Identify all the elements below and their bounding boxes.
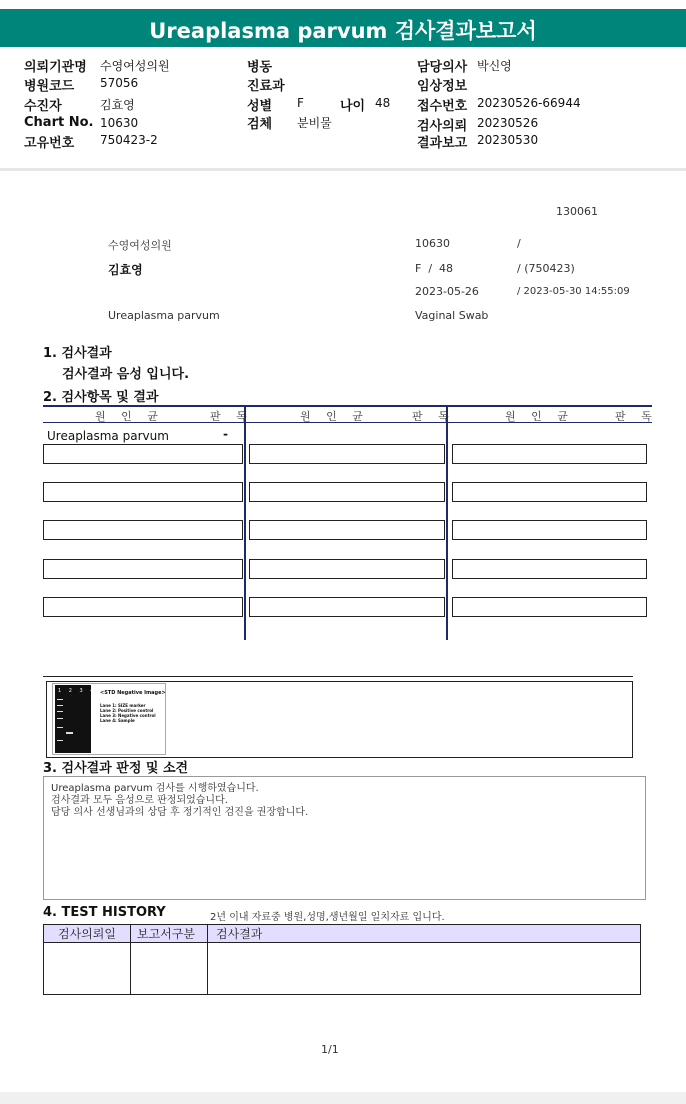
label-clinical-info: 임상정보 — [417, 79, 468, 94]
gel-legend — [100, 703, 156, 723]
header-separator — [0, 168, 686, 171]
opinion-line-3: 담당 의사 선생님과의 상담 후 정기적인 검진을 권장합니다. — [51, 807, 309, 818]
report-code: 130061 — [556, 205, 598, 218]
value-hospital-code: 57056 — [100, 76, 139, 90]
gel-band — [57, 705, 63, 706]
value-receipt-no: 20230526-66944 — [477, 96, 581, 110]
table-top-rule — [43, 405, 652, 407]
gel-band — [57, 699, 63, 700]
label-institution: 의뢰기관명 — [24, 60, 87, 75]
label-ward: 병동 — [247, 60, 273, 75]
label-receipt-no: 접수번호 — [417, 99, 468, 114]
section2-title: 2. 검사항목 및 결과 — [43, 390, 159, 405]
col-pathogen-3: 원 인 균 — [505, 410, 574, 423]
info-sex-age: F / 48 — [415, 262, 454, 275]
result-box — [43, 597, 243, 617]
result-box — [43, 559, 243, 579]
history-col-report-type: 보고서구분 — [137, 927, 195, 941]
info-chart: 10630 — [415, 237, 450, 250]
label-specimen: 검체 — [247, 117, 273, 132]
section4-title: 4. TEST HISTORY — [43, 905, 166, 920]
history-col-divider — [130, 925, 131, 994]
col-judge-2: 판 독 — [412, 410, 455, 423]
info-specimen: Vaginal Swab — [415, 309, 489, 322]
label-doctor: 담당의사 — [417, 60, 468, 75]
history-col-request-date: 검사의뢰일 — [58, 927, 116, 941]
section4-note: 2년 이내 자료중 병원,성명,생년월일 일치자료 입니다. — [210, 912, 445, 923]
result-box — [452, 444, 647, 464]
label-unique-no: 고유번호 — [24, 136, 75, 151]
result-box — [43, 444, 243, 464]
gel-title: <STD Negative Image> — [100, 690, 166, 696]
info-hospital: 수영여성의원 — [108, 239, 172, 252]
result-box — [249, 482, 445, 502]
label-report-date: 결과보고 — [417, 136, 468, 151]
info-patient: 김효영 — [108, 263, 143, 277]
gel-band — [66, 732, 73, 734]
label-chart-no: Chart No. — [24, 115, 94, 130]
report-title: Ureaplasma parvum 검사결과보고서 — [149, 19, 537, 43]
info-date-request: 2023-05-26 — [415, 285, 479, 298]
row1-pathogen: Ureaplasma parvum — [47, 429, 169, 443]
table-divider-2 — [446, 405, 448, 640]
result-box — [452, 482, 647, 502]
label-patient: 수진자 — [24, 99, 62, 114]
value-sex: F — [297, 96, 304, 110]
col-pathogen-2: 원 인 균 — [300, 410, 369, 423]
section1-title: 1. 검사결과 — [43, 346, 112, 361]
gel-band — [57, 727, 63, 728]
value-age: 48 — [375, 96, 391, 110]
value-specimen: 분비물 — [297, 116, 332, 130]
result-box — [452, 597, 647, 617]
history-col-divider — [207, 925, 208, 994]
history-table — [43, 924, 641, 995]
result-box — [249, 444, 445, 464]
section1-result: 검사결과 음성 입니다. — [62, 367, 190, 382]
history-col-result: 검사결과 — [216, 927, 263, 941]
opinion-line-1: Ureaplasma parvum 검사를 시행하였습니다. — [51, 783, 259, 794]
gel-photo — [55, 685, 97, 753]
col-pathogen-1: 원 인 균 — [95, 410, 164, 423]
opinion-box — [43, 776, 646, 900]
gel-band — [57, 740, 63, 741]
label-sex: 성별 — [247, 99, 273, 114]
label-hospital-code: 병원코드 — [24, 79, 75, 94]
result-box — [452, 559, 647, 579]
gel-legend-item: Lane 2: Positive control — [100, 708, 154, 713]
section3-title: 3. 검사결과 판정 및 소견 — [43, 761, 189, 776]
info-test: Ureaplasma parvum — [108, 309, 220, 322]
gel-band — [57, 718, 63, 719]
result-box — [249, 520, 445, 540]
report-title-bar — [0, 9, 686, 47]
result-box — [452, 520, 647, 540]
gel-legend-item: Lane 1: SIZE marker — [100, 703, 146, 708]
gel-legend-item: Lane 4: Sample — [100, 718, 135, 723]
value-patient: 김효영 — [100, 98, 135, 112]
history-header — [44, 925, 640, 943]
value-doctor: 박신영 — [477, 59, 512, 73]
col-judge-3: 판 독 — [615, 410, 658, 423]
col-judge-1: 판 독 — [210, 410, 253, 423]
opinion-line-2: 검사결과 모두 음성으로 판정되었습니다. — [51, 795, 228, 806]
label-request-date: 검사의뢰 — [417, 119, 468, 134]
footer-bar — [0, 1092, 686, 1104]
gel-top-rule — [43, 676, 633, 677]
gel-legend-item: Lane 3: Negative control — [100, 713, 156, 718]
value-chart-no: 10630 — [100, 116, 139, 130]
label-department: 진료과 — [247, 79, 285, 94]
info-birth: / (750423) — [517, 262, 575, 275]
value-request-date: 20230526 — [477, 116, 539, 130]
label-age: 나이 — [340, 99, 366, 114]
table-divider-1 — [244, 405, 246, 640]
result-box — [43, 520, 243, 540]
result-box — [43, 482, 243, 502]
info-date-report: / 2023-05-30 14:55:09 — [517, 286, 630, 297]
result-box — [249, 597, 445, 617]
result-box — [249, 559, 445, 579]
info-slash: / — [517, 237, 521, 250]
page-number: 1/1 — [321, 1043, 339, 1056]
gel-band — [57, 711, 63, 712]
gel-lane-numbers: 1 2 3 4 — [58, 688, 97, 694]
value-unique-no: 750423-2 — [100, 133, 158, 147]
value-institution: 수영여성의원 — [100, 59, 170, 73]
row1-judge: - — [223, 427, 228, 441]
value-report-date: 20230530 — [477, 133, 539, 147]
